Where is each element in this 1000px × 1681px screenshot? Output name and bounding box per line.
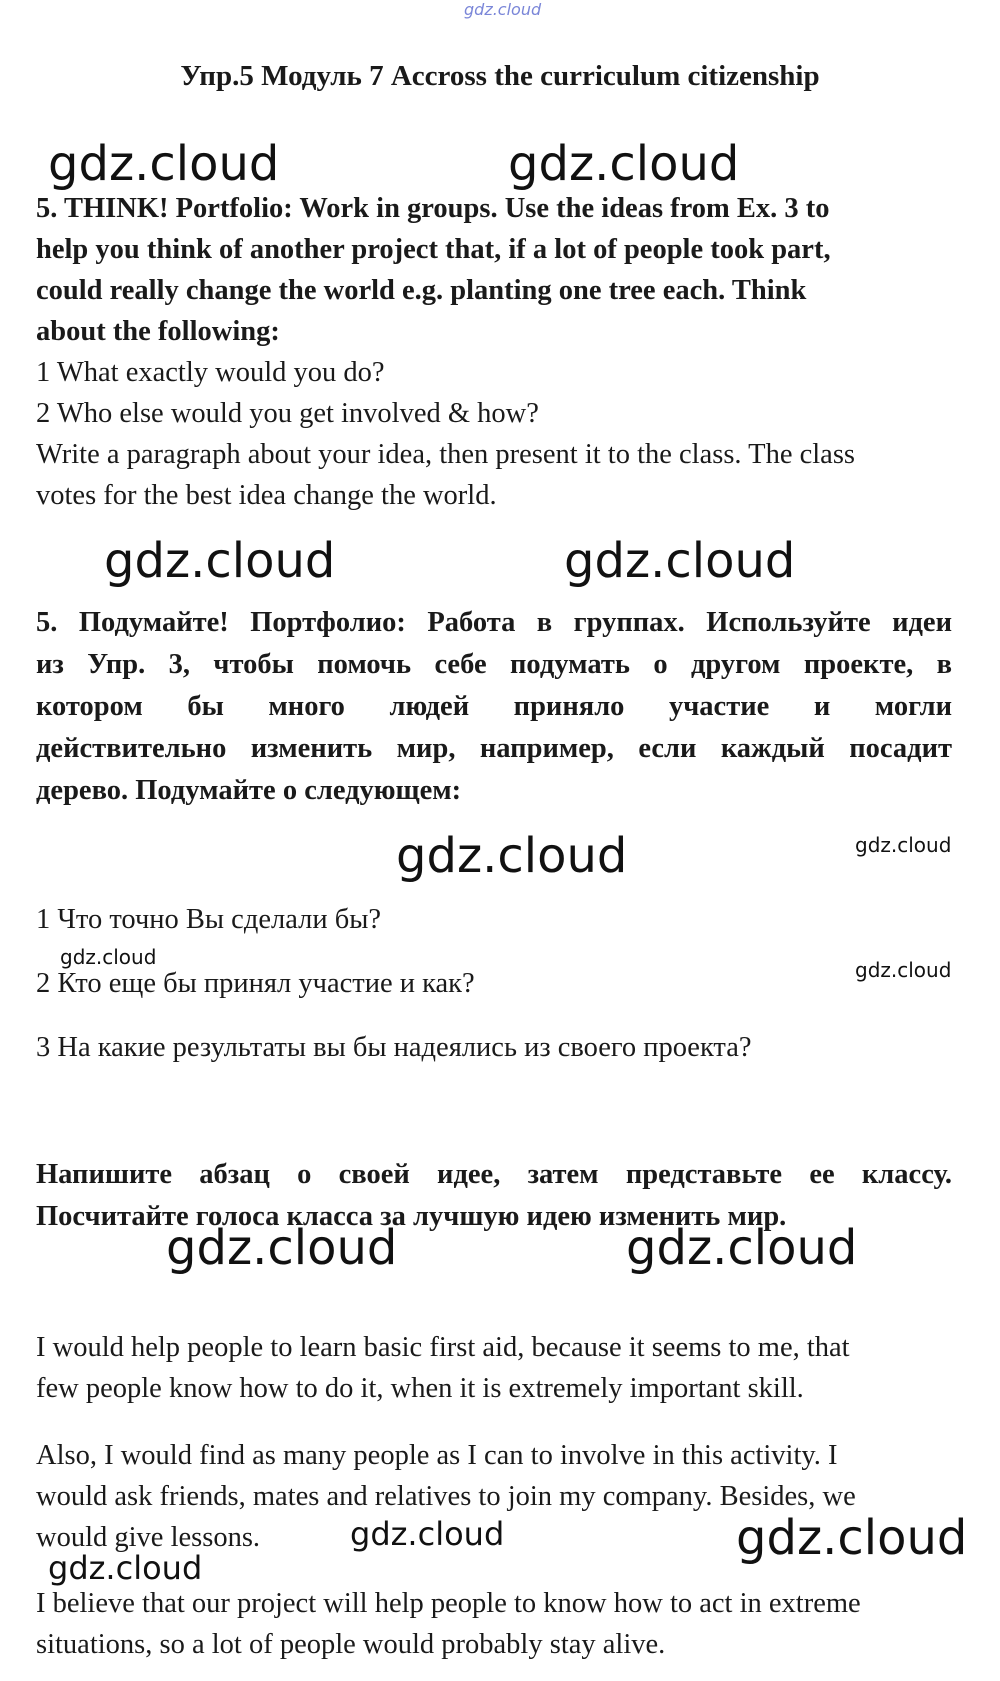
answer-p2-line-1: Also, I would find as many people as I can to involve in this activity. I [36, 1440, 838, 1471]
page-title: Упр.5 Модуль 7 Accross the curriculum citizenship [180, 60, 820, 92]
task-ru-write-line-2: Посчитайте голоса класса за лучшую идею изменить мир. [36, 1201, 787, 1232]
watermark-4: gdz.cloud [564, 533, 796, 589]
watermark-13: gdz.cloud [48, 1549, 203, 1587]
task-ru-line-4: действительно изменить мир, например, если каждый посадит [36, 733, 952, 764]
answer-p2-line-3: would give lessons. [36, 1522, 261, 1553]
watermark-5: gdz.cloud [396, 828, 628, 884]
watermark-11: gdz.cloud [350, 1515, 505, 1553]
task-en-write-line-2: votes for the best idea change the world. [36, 480, 497, 511]
task-en-line-3: could really change the world e.g. planting one tree each. Think [36, 275, 807, 306]
answer-p1-line-1: I would help people to learn basic first aid, because it seems to me, that [36, 1332, 850, 1363]
answer-p2-line-2: would ask friends, mates and relatives to join my company. Besides, we [36, 1481, 856, 1512]
task-ru-line-1: 5. Подумайте! Портфолио: Работа в группах. Используйте идеи [36, 607, 952, 638]
task-ru-question-3: 3 На какие результаты вы бы надеялись из своего проекта? [36, 1032, 752, 1063]
watermark-8: gdz.cloud [855, 958, 952, 982]
task-en-question-1: 1 What exactly would you do? [36, 357, 385, 388]
task-en-line-1: 5. THINK! Portfolio: Work in groups. Use the ideas from Ex. 3 to [36, 193, 830, 224]
watermark-10: gdz.cloud [626, 1220, 858, 1276]
watermark-6: gdz.cloud [855, 833, 952, 857]
watermark-7: gdz.cloud [60, 945, 157, 969]
watermark-2: gdz.cloud [508, 136, 740, 192]
answer-p3-line-2: situations, so a lot of people would probably stay alive. [36, 1629, 666, 1660]
task-en-line-4: about the following: [36, 316, 280, 347]
task-en-question-2: 2 Who else would you get involved & how? [36, 398, 539, 429]
answer-p1-line-2: few people know how to do it, when it is extremely important skill. [36, 1373, 804, 1404]
task-ru-line-5: дерево. Подумайте о следующем: [36, 775, 462, 806]
answer-p3-line-1: I believe that our project will help people to know how to act in extreme [36, 1588, 861, 1619]
task-ru-question-2: 2 Кто еще бы принял участие и как? [36, 968, 475, 999]
watermark-top: gdz.cloud [464, 0, 542, 19]
task-ru-question-1: 1 Что точно Вы сделали бы? [36, 904, 382, 935]
task-ru-line-3: котором бы много людей приняло участие и могли [36, 691, 952, 722]
task-ru-line-2: из Упр. 3, чтобы помочь себе подумать о другом проекте, в [36, 649, 952, 680]
task-en-line-2: help you think of another project that, if a lot of people took part, [36, 234, 831, 265]
watermark-1: gdz.cloud [48, 136, 280, 192]
task-en-write-line-1: Write a paragraph about your idea, then present it to the class. The class [36, 439, 855, 470]
watermark-12: gdz.cloud [736, 1510, 968, 1566]
watermark-3: gdz.cloud [104, 533, 336, 589]
task-ru-write-line-1: Напишите абзац о своей идее, затем представьте ее классу. [36, 1159, 952, 1190]
watermark-9: gdz.cloud [166, 1220, 398, 1276]
